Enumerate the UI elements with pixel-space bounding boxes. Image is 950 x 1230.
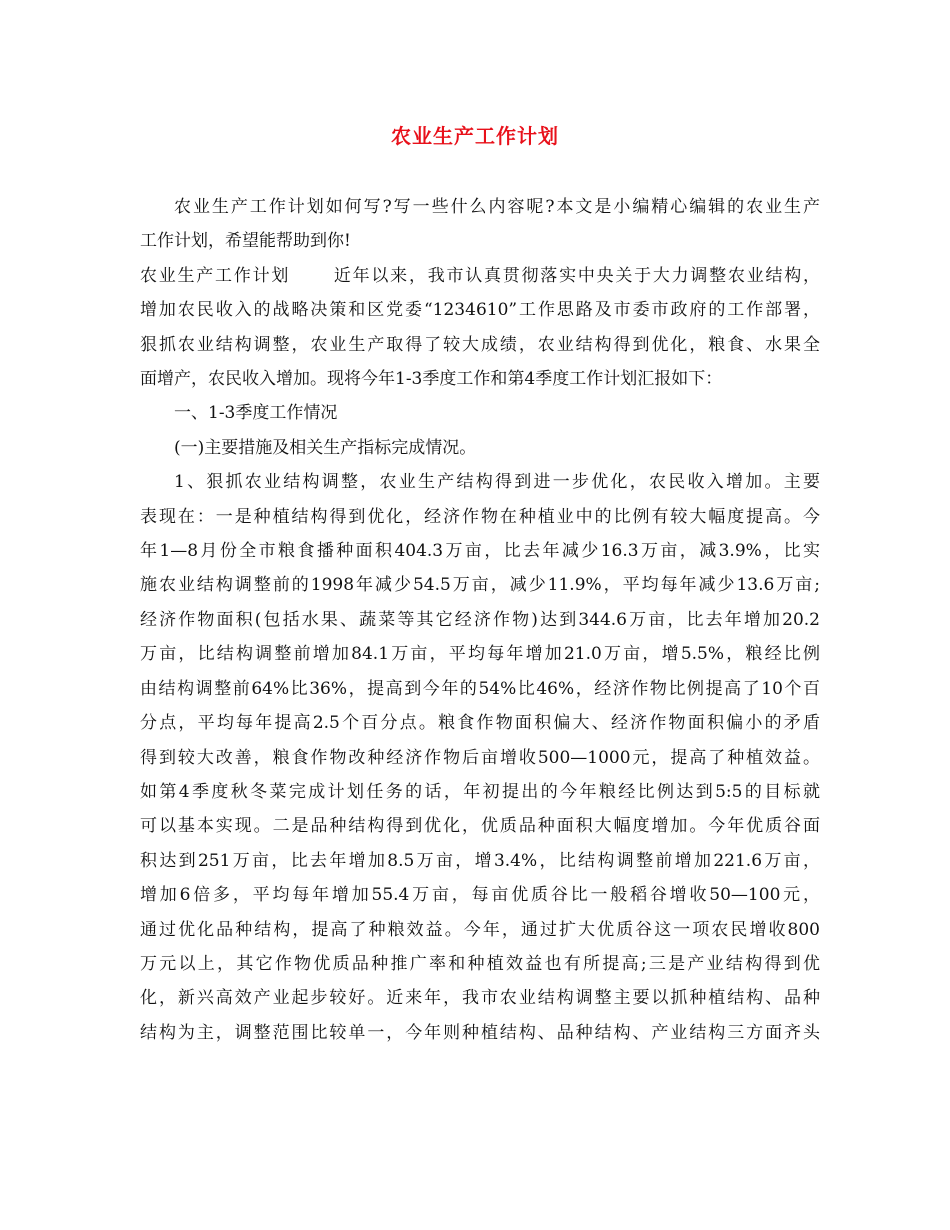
document-body	[140, 190, 820, 1050]
para1-line-1: 1、狠抓农业结构调整，农业生产结构得到进一步优化，农民收入增加。主要	[174, 472, 820, 493]
para1-line-2: 表现在：一是种植结构得到优化，经济作物在种植业中的比例有较大幅度提高。今	[140, 506, 820, 527]
para1-line-3: 年1—8月份全市粮食播种面积404.3万亩，比去年减少16.3万亩，减3.9%，比实	[140, 541, 820, 562]
para1-line-13: 增加6倍多，平均每年增加55.4万亩，每亩优质谷比一般稻谷增收50—100元，	[140, 885, 820, 906]
intro-line-2: 工作计划，希望能帮助到你!	[140, 231, 351, 252]
lead-line-1	[140, 259, 820, 293]
para1-line-7: 由结构调整前64%比36%，提高到今年的54%比46%，经济作物比例提高了10个百	[140, 678, 820, 699]
para1-line-17: 结构为主，调整范围比较单一，今年则种植结构、品种结构、产业结构三方面齐头	[140, 1022, 820, 1043]
para1-line-6: 万亩，比结构调整前增加84.1万亩，平均每年增加21.0万亩，增5.5%，粮经比例	[140, 644, 820, 665]
subsection-heading-1: (一)主要措施及相关生产指标完成情况。	[174, 437, 477, 458]
para1-line-11: 可以基本实现。二是品种结构得到优化，优质品种面积大幅度增加。今年优质谷面	[140, 816, 820, 837]
para1-line-15: 万元以上，其它作物优质品种推广率和种植效益也有所提高;三是产业结构得到优	[140, 953, 820, 974]
para1-line-4: 施农业结构调整前的1998年减少54.5万亩，减少11.9%，平均每年减少13.6万亩;	[140, 575, 820, 596]
lead-line-2: 增加农民收入的战略决策和区党委“1234610”工作思路及市委市政府的工作部署，	[140, 300, 820, 321]
section-heading-1: 一、1-3季度工作情况	[174, 403, 338, 424]
para1-line-9: 得到较大改善，粮食作物改种经济作物后亩增收500—1000元，提高了种植效益。	[140, 747, 820, 768]
para1-line-10: 如第4季度秋冬菜完成计划任务的话，年初提出的今年粮经比例达到5:5的目标就	[140, 781, 820, 802]
lead-text-first: 近年以来，我市认真贯彻落实中央关于大力调整农业结构，	[332, 265, 820, 286]
para1-line-14: 通过优化品种结构，提高了种粮效益。今年，通过扩大优质谷这一项农民增收800	[140, 919, 820, 940]
para1-line-5: 经济作物面积(包括水果、蔬菜等其它经济作物)达到344.6万亩，比去年增加20.2	[140, 609, 820, 630]
para1-line-8: 分点，平均每年提高2.5个百分点。粮食作物面积偏大、经济作物面积偏小的矛盾	[140, 713, 820, 734]
para1-line-12: 积达到251万亩，比去年增加8.5万亩，增3.4%，比结构调整前增加221.6万亩，	[140, 850, 820, 871]
document-title: 农业生产工作计划	[391, 124, 559, 148]
para1-line-16: 化，新兴高效产业起步较好。近来年，我市农业结构调整主要以抓种植结构、品种	[140, 988, 820, 1009]
intro-line-1: 农业生产工作计划如何写?写一些什么内容呢?本文是小编精心编辑的农业生产	[174, 197, 820, 217]
lead-line-3: 狠抓农业结构调整，农业生产取得了较大成绩，农业结构得到优化，粮食、水果全	[140, 334, 820, 355]
lead-label: 农业生产工作计划	[140, 265, 291, 286]
lead-line-4: 面增产，农民收入增加。现将今年1-3季度工作和第4季度工作计划汇报如下：	[140, 369, 723, 390]
